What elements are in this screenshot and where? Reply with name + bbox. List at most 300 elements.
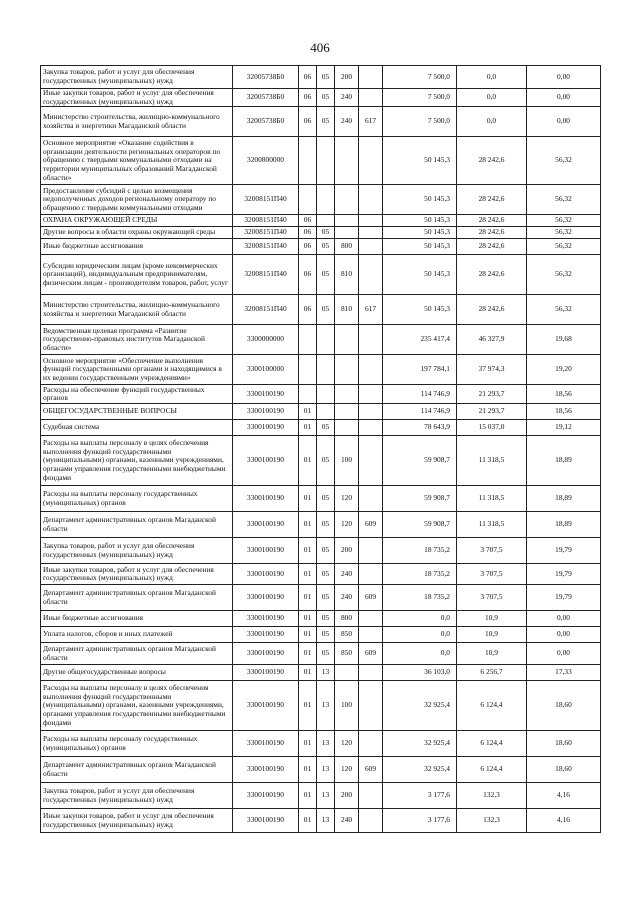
cell-target-code: 3300100190 [233,809,299,833]
cell-name: Расходы на обеспечение функций государственных органов [41,385,233,404]
cell-administrator [359,404,383,420]
cell-executed: 0,0 [457,107,527,137]
cell-subsection [317,325,335,355]
cell-subsection: 05 [317,627,335,643]
cell-expense-type [335,385,359,404]
cell-plan: 7 500,0 [383,107,457,137]
cell-administrator [359,564,383,585]
cell-executed: 3 707,5 [457,564,527,585]
cell-name: Закупка товаров, работ и услуг для обеспечения государственных (муниципальных) нужд [41,783,233,809]
cell-percent: 56,32 [527,255,601,295]
cell-administrator [359,66,383,89]
cell-name: Основное мероприятие «Обеспечение выполнения функций государственными органами и находящимися в их ведении государственными учреждениями» [41,355,233,385]
table-row [41,185,601,215]
budget-table [40,65,601,833]
cell-administrator [359,436,383,486]
cell-section: 06 [299,295,317,325]
table-row [41,783,601,809]
cell-target-code: 3300100190 [233,783,299,809]
cell-section: 06 [299,215,317,227]
table-row [41,809,601,833]
cell-subsection: 05 [317,420,335,436]
cell-percent: 19,79 [527,564,601,585]
cell-subsection: 05 [317,227,335,239]
cell-plan: 18 735,2 [383,538,457,564]
table-row [41,239,601,255]
cell-plan: 78 643,9 [383,420,457,436]
cell-executed: 10,9 [457,627,527,643]
cell-section: 01 [299,783,317,809]
cell-administrator: 609 [359,585,383,611]
table-row [41,436,601,486]
cell-executed: 10,9 [457,643,527,665]
cell-percent: 18,89 [527,512,601,538]
cell-target-code: 32008151П40 [233,295,299,325]
cell-administrator [359,665,383,681]
cell-plan: 50 145,3 [383,227,457,239]
cell-name: ОХРАНА ОКРУЖАЮЩЕЙ СРЕДЫ [41,215,233,227]
cell-plan: 50 145,3 [383,137,457,185]
cell-subsection: 05 [317,585,335,611]
table-body [41,66,601,833]
cell-subsection: 13 [317,809,335,833]
cell-subsection: 05 [317,611,335,627]
cell-executed: 28 242,6 [457,185,527,215]
cell-target-code: 32008151П40 [233,215,299,227]
cell-expense-type [335,355,359,385]
table-row [41,643,601,665]
cell-administrator [359,89,383,107]
cell-subsection: 05 [317,66,335,89]
cell-executed: 21 293,7 [457,385,527,404]
cell-name: Министерство строительства, жилищно-коммунального хозяйства и энергетики Магаданской области [41,295,233,325]
cell-percent: 56,32 [527,215,601,227]
cell-name: Иные закупки товаров, работ и услуг для обеспечения государственных (муниципальных) нужд [41,564,233,585]
cell-name: Закупка товаров, работ и услуг для обеспечения государственных (муниципальных) нужд [41,538,233,564]
cell-executed: 6 256,7 [457,665,527,681]
cell-target-code: 3300100190 [233,385,299,404]
table-row [41,107,601,137]
cell-expense-type: 850 [335,643,359,665]
cell-name: Расходы на выплаты персоналу государственных (муниципальных) органов [41,486,233,512]
cell-executed: 28 242,6 [457,137,527,185]
cell-expense-type: 810 [335,295,359,325]
cell-expense-type: 240 [335,809,359,833]
cell-target-code: 3300100190 [233,643,299,665]
cell-target-code: 3300100190 [233,436,299,486]
cell-plan: 114 746,9 [383,404,457,420]
cell-subsection: 13 [317,665,335,681]
cell-name: Другие общегосударственные вопросы [41,665,233,681]
cell-section: 01 [299,665,317,681]
cell-section: 01 [299,731,317,757]
cell-percent: 56,32 [527,137,601,185]
cell-name: Другие вопросы в области охраны окружающей среды [41,227,233,239]
cell-administrator [359,325,383,355]
cell-percent: 18,89 [527,436,601,486]
cell-administrator [359,239,383,255]
cell-name: ОБЩЕГОСУДАРСТВЕННЫЕ ВОПРОСЫ [41,404,233,420]
cell-percent: 0,00 [527,627,601,643]
table-row [41,295,601,325]
table-row [41,564,601,585]
cell-expense-type: 240 [335,585,359,611]
cell-name: Уплата налогов, сборов и иных платежей [41,627,233,643]
cell-section: 06 [299,239,317,255]
cell-expense-type: 100 [335,436,359,486]
cell-percent: 18,56 [527,404,601,420]
cell-subsection [317,215,335,227]
cell-name: Расходы на выплаты персоналу в целях обеспечения выполнения функций государственными (муниципальными) органами, казенными учреждениями, органами управления государственными внебюджетными фондами [41,436,233,486]
cell-percent: 0,00 [527,66,601,89]
cell-percent: 0,00 [527,611,601,627]
cell-executed: 28 242,6 [457,215,527,227]
cell-expense-type [335,420,359,436]
cell-administrator [359,783,383,809]
cell-name: Департамент административных органов Магаданской области [41,643,233,665]
table-row [41,137,601,185]
table-row [41,512,601,538]
table-row [41,325,601,355]
cell-plan: 59 908,7 [383,512,457,538]
cell-target-code: 32008151П40 [233,227,299,239]
table-row [41,404,601,420]
cell-executed: 15 037,0 [457,420,527,436]
table-row [41,611,601,627]
cell-expense-type [335,325,359,355]
cell-expense-type [335,227,359,239]
cell-section: 01 [299,538,317,564]
table-row [41,731,601,757]
cell-expense-type: 100 [335,681,359,731]
cell-executed: 28 242,6 [457,255,527,295]
cell-plan: 50 145,3 [383,215,457,227]
cell-expense-type: 240 [335,89,359,107]
cell-percent: 17,33 [527,665,601,681]
cell-name: Иные закупки товаров, работ и услуг для обеспечения государственных (муниципальных) нужд [41,89,233,107]
cell-executed: 46 327,9 [457,325,527,355]
cell-plan: 7 500,0 [383,89,457,107]
cell-administrator [359,627,383,643]
cell-section: 01 [299,809,317,833]
cell-plan: 197 784,1 [383,355,457,385]
cell-expense-type: 120 [335,731,359,757]
cell-name: Иные бюджетные ассигнования [41,611,233,627]
table-row [41,486,601,512]
cell-plan: 59 908,7 [383,436,457,486]
cell-executed: 37 974,3 [457,355,527,385]
table-row [41,385,601,404]
cell-percent: 18,60 [527,681,601,731]
cell-percent: 19,68 [527,325,601,355]
cell-administrator [359,227,383,239]
cell-target-code: 3300100190 [233,486,299,512]
cell-percent: 0,00 [527,643,601,665]
cell-plan: 36 103,0 [383,665,457,681]
cell-name: Закупка товаров, работ и услуг для обеспечения государственных (муниципальных) нужд [41,66,233,89]
cell-percent: 19,20 [527,355,601,385]
cell-target-code: 3300100190 [233,681,299,731]
cell-name: Иные закупки товаров, работ и услуг для обеспечения государственных (муниципальных) нужд [41,809,233,833]
cell-target-code: 3300100000 [233,355,299,385]
cell-administrator [359,611,383,627]
cell-name: Расходы на выплаты персоналу в целях обеспечения выполнения функций государственными (муниципальными) органами, казенными учреждениями, органами управления государственными внебюджетными фондами [41,681,233,731]
cell-plan: 114 746,9 [383,385,457,404]
cell-name: Иные бюджетные ассигнования [41,239,233,255]
cell-section: 01 [299,404,317,420]
cell-section [299,137,317,185]
cell-administrator [359,355,383,385]
cell-target-code: 3300100190 [233,757,299,783]
cell-administrator [359,137,383,185]
cell-executed: 0,0 [457,66,527,89]
cell-administrator [359,255,383,295]
table-row [41,585,601,611]
cell-subsection [317,137,335,185]
table-row [41,665,601,681]
table-row [41,227,601,239]
table-row [41,681,601,731]
cell-administrator [359,538,383,564]
cell-executed: 11 318,5 [457,486,527,512]
cell-administrator [359,385,383,404]
cell-section: 01 [299,681,317,731]
cell-subsection: 05 [317,436,335,486]
cell-expense-type: 200 [335,66,359,89]
cell-section [299,355,317,385]
table-row [41,255,601,295]
cell-name: Расходы на выплаты персоналу государственных (муниципальных) органов [41,731,233,757]
cell-executed: 28 242,6 [457,239,527,255]
cell-subsection: 05 [317,486,335,512]
cell-executed: 28 242,6 [457,295,527,325]
table-row [41,215,601,227]
cell-target-code: 3300100190 [233,731,299,757]
cell-plan: 50 145,3 [383,295,457,325]
cell-percent: 0,00 [527,107,601,137]
cell-subsection [317,404,335,420]
cell-name: Предоставление субсидий с целью возмещения недополученных доходов региональному оператору по обращению с твердыми коммунальными отходами [41,185,233,215]
cell-section: 01 [299,585,317,611]
cell-percent: 18,60 [527,757,601,783]
cell-executed: 6 124,4 [457,681,527,731]
cell-administrator: 617 [359,107,383,137]
cell-administrator [359,420,383,436]
cell-expense-type [335,185,359,215]
table-row [41,420,601,436]
cell-target-code: 32008151П40 [233,239,299,255]
cell-section [299,325,317,355]
cell-name: Департамент административных органов Магаданской области [41,585,233,611]
table-row [41,66,601,89]
table-row [41,627,601,643]
cell-expense-type: 240 [335,107,359,137]
cell-subsection [317,385,335,404]
cell-subsection: 05 [317,89,335,107]
cell-percent: 56,32 [527,227,601,239]
cell-plan: 32 925,4 [383,757,457,783]
cell-administrator [359,681,383,731]
cell-subsection: 05 [317,239,335,255]
cell-subsection [317,355,335,385]
cell-plan: 0,0 [383,611,457,627]
cell-subsection [317,185,335,215]
cell-subsection: 13 [317,783,335,809]
cell-expense-type: 810 [335,255,359,295]
cell-name: Субсидии юридическим лицам (кроме некоммерческих организаций), индивидуальным предпринимателям, физическим лицам - производителям товаров, работ, услуг [41,255,233,295]
cell-subsection: 05 [317,643,335,665]
cell-section: 01 [299,486,317,512]
cell-plan: 7 500,0 [383,66,457,89]
cell-name: Ведомственная целевая программа «Развитие государственно-правовых институтов Магаданской области» [41,325,233,355]
cell-executed: 132,3 [457,809,527,833]
cell-percent: 18,60 [527,731,601,757]
table-row [41,89,601,107]
cell-target-code: 3300100190 [233,611,299,627]
cell-administrator [359,731,383,757]
cell-executed: 28 242,6 [457,227,527,239]
page-number: 406 [310,40,330,55]
cell-section: 01 [299,611,317,627]
cell-expense-type: 850 [335,627,359,643]
cell-expense-type: 200 [335,783,359,809]
cell-executed: 10,9 [457,611,527,627]
cell-subsection: 05 [317,295,335,325]
table-row [41,355,601,385]
cell-administrator: 609 [359,757,383,783]
cell-subsection: 13 [317,731,335,757]
cell-section: 06 [299,107,317,137]
cell-plan: 50 145,3 [383,185,457,215]
cell-plan: 235 417,4 [383,325,457,355]
cell-plan: 32 925,4 [383,731,457,757]
cell-section [299,385,317,404]
budget-table-container [40,65,600,833]
cell-percent: 0,00 [527,89,601,107]
cell-expense-type [335,137,359,185]
cell-expense-type: 120 [335,757,359,783]
cell-expense-type: 120 [335,486,359,512]
cell-subsection: 05 [317,512,335,538]
cell-target-code: 3300100190 [233,564,299,585]
cell-percent: 56,32 [527,295,601,325]
cell-section: 06 [299,89,317,107]
cell-section: 01 [299,564,317,585]
cell-administrator: 617 [359,295,383,325]
cell-plan: 0,0 [383,643,457,665]
cell-target-code: 32005738Б0 [233,89,299,107]
cell-target-code: 32005738Б0 [233,66,299,89]
cell-administrator [359,185,383,215]
cell-percent: 19,12 [527,420,601,436]
cell-executed: 11 318,5 [457,436,527,486]
cell-subsection: 05 [317,107,335,137]
cell-plan: 3 177,6 [383,809,457,833]
cell-subsection: 13 [317,757,335,783]
cell-plan: 18 735,2 [383,564,457,585]
cell-name: Департамент административных органов Магаданской области [41,512,233,538]
cell-section [299,185,317,215]
cell-administrator: 609 [359,512,383,538]
cell-section: 01 [299,436,317,486]
cell-percent: 18,56 [527,385,601,404]
cell-name: Судебная система [41,420,233,436]
cell-name: Министерство строительства, жилищно-коммунального хозяйства и энергетики Магаданской области [41,107,233,137]
cell-expense-type [335,215,359,227]
cell-percent: 56,32 [527,185,601,215]
cell-expense-type: 800 [335,239,359,255]
cell-administrator: 609 [359,643,383,665]
cell-administrator [359,486,383,512]
cell-percent: 19,79 [527,538,601,564]
cell-expense-type [335,404,359,420]
cell-target-code: 3300100190 [233,420,299,436]
cell-expense-type: 200 [335,538,359,564]
cell-percent: 56,32 [527,239,601,255]
cell-administrator [359,215,383,227]
cell-plan: 50 145,3 [383,239,457,255]
cell-section: 06 [299,255,317,295]
cell-plan: 32 925,4 [383,681,457,731]
cell-subsection: 05 [317,255,335,295]
cell-expense-type: 240 [335,564,359,585]
cell-subsection: 05 [317,538,335,564]
cell-target-code: 3300100190 [233,627,299,643]
cell-target-code: 32008151П40 [233,185,299,215]
cell-section: 01 [299,420,317,436]
cell-executed: 21 293,7 [457,404,527,420]
cell-plan: 0,0 [383,627,457,643]
cell-expense-type: 800 [335,611,359,627]
cell-percent: 18,89 [527,486,601,512]
cell-section: 01 [299,627,317,643]
cell-section: 01 [299,757,317,783]
cell-target-code: 3300100190 [233,404,299,420]
table-row [41,757,601,783]
cell-target-code: 3200800000 [233,137,299,185]
cell-executed: 3 707,5 [457,585,527,611]
cell-expense-type [335,665,359,681]
cell-name: Основное мероприятие «Оказание содействия в организации деятельности региональных операторов по обращению с твердыми коммунальными отходами на территории муниципальных образований Магаданской области» [41,137,233,185]
cell-section: 06 [299,66,317,89]
cell-executed: 0,0 [457,89,527,107]
cell-percent: 19,79 [527,585,601,611]
cell-section: 06 [299,227,317,239]
cell-target-code: 32008151П40 [233,255,299,295]
cell-target-code: 3300100190 [233,512,299,538]
cell-target-code: 32005738Б0 [233,107,299,137]
cell-name: Департамент административных органов Магаданской области [41,757,233,783]
cell-subsection: 05 [317,564,335,585]
cell-executed: 6 124,4 [457,731,527,757]
cell-target-code: 3300000000 [233,325,299,355]
cell-section: 01 [299,643,317,665]
cell-target-code: 3300100190 [233,665,299,681]
cell-plan: 3 177,6 [383,783,457,809]
cell-plan: 50 145,3 [383,255,457,295]
cell-section: 01 [299,512,317,538]
cell-plan: 18 735,2 [383,585,457,611]
cell-target-code: 3300100190 [233,585,299,611]
cell-executed: 11 318,5 [457,512,527,538]
cell-expense-type: 120 [335,512,359,538]
cell-executed: 132,3 [457,783,527,809]
cell-subsection: 13 [317,681,335,731]
cell-percent: 4,16 [527,809,601,833]
cell-administrator [359,809,383,833]
table-row [41,538,601,564]
cell-executed: 3 707,5 [457,538,527,564]
